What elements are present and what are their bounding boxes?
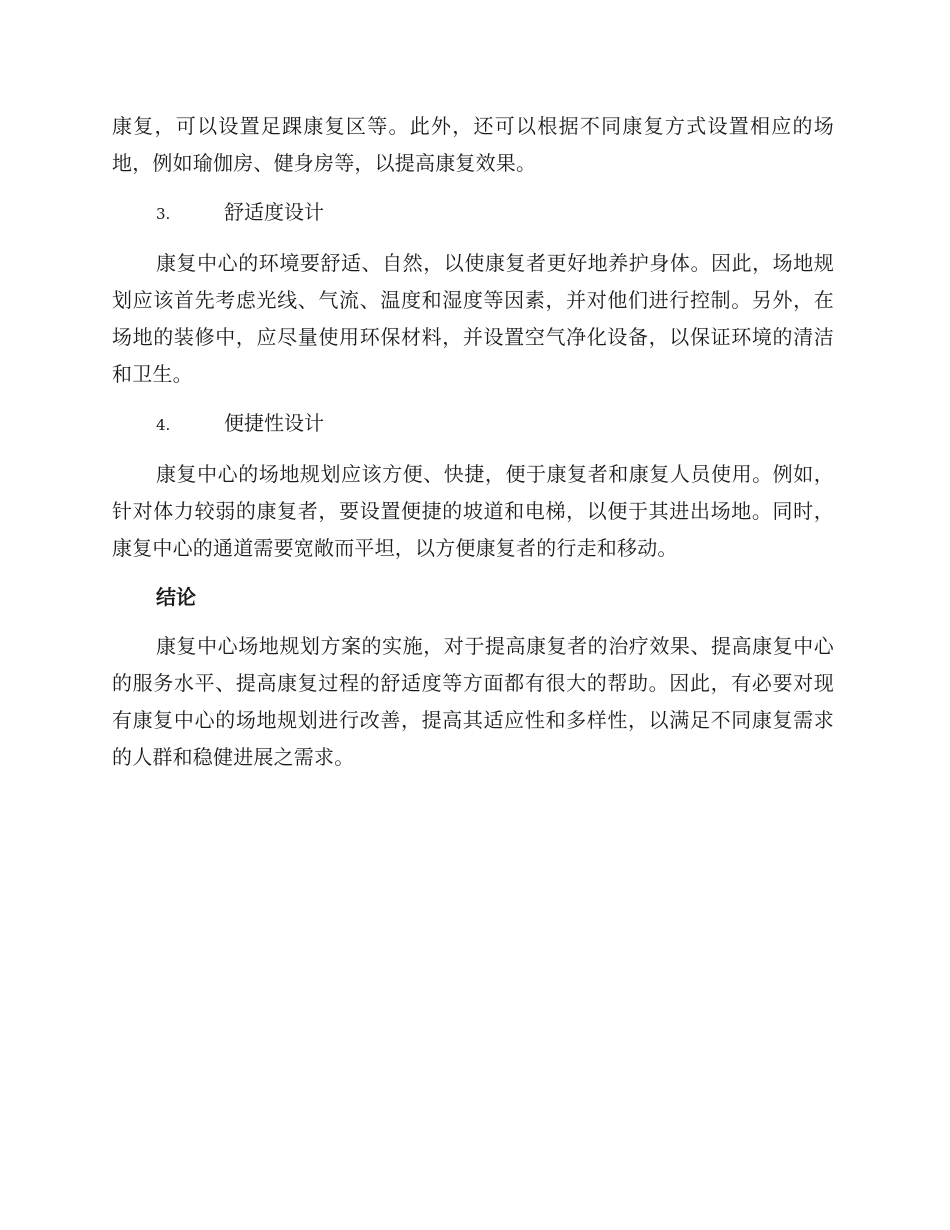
- section-number: 4.: [156, 416, 171, 434]
- section-heading-comfort: [112, 194, 834, 233]
- section-heading-convenience: [112, 405, 834, 444]
- section-title: 舒适度设计: [224, 200, 324, 224]
- paragraph-convenience: 康复中心的场地规划应该方便、快捷，便于康复者和康复人员使用。例如，针对体力较弱的康复者，要设置便捷的坡道和电梯，以便于其进出场地。同时，康复中心的通道需要宽敞而平坦，以方便康复者的行走和移动。: [112, 462, 834, 560]
- conclusion-heading: 结论: [156, 585, 196, 609]
- paragraph-rehab-areas: 康复，可以设置足踝康复区等。此外，还可以根据不同康复方式设置相应的场地，例如瑜伽房、健身房等，以提高康复效果。: [112, 114, 834, 175]
- paragraph-conclusion: 康复中心场地规划方案的实施，对于提高康复者的治疗效果、提高康复中心的服务水平、提高康复过程的舒适度等方面都有很大的帮助。因此，有必要对现有康复中心的场地规划进行改善，提高其适应性和多样性，以满足不同康复需求的人群和稳健进展之需求。: [112, 634, 834, 769]
- section-title: 便捷性设计: [224, 411, 324, 435]
- document-body: [112, 108, 834, 776]
- paragraph-comfort: 康复中心的环境要舒适、自然，以使康复者更好地养护身体。因此，场地规划应该首先考虑光线、气流、温度和湿度等因素，并对他们进行控制。另外，在场地的装修中，应尽量使用环保材料，并设置空气净化设备，以保证环境的清洁和卫生。: [112, 251, 834, 386]
- section-number: 3.: [156, 205, 171, 223]
